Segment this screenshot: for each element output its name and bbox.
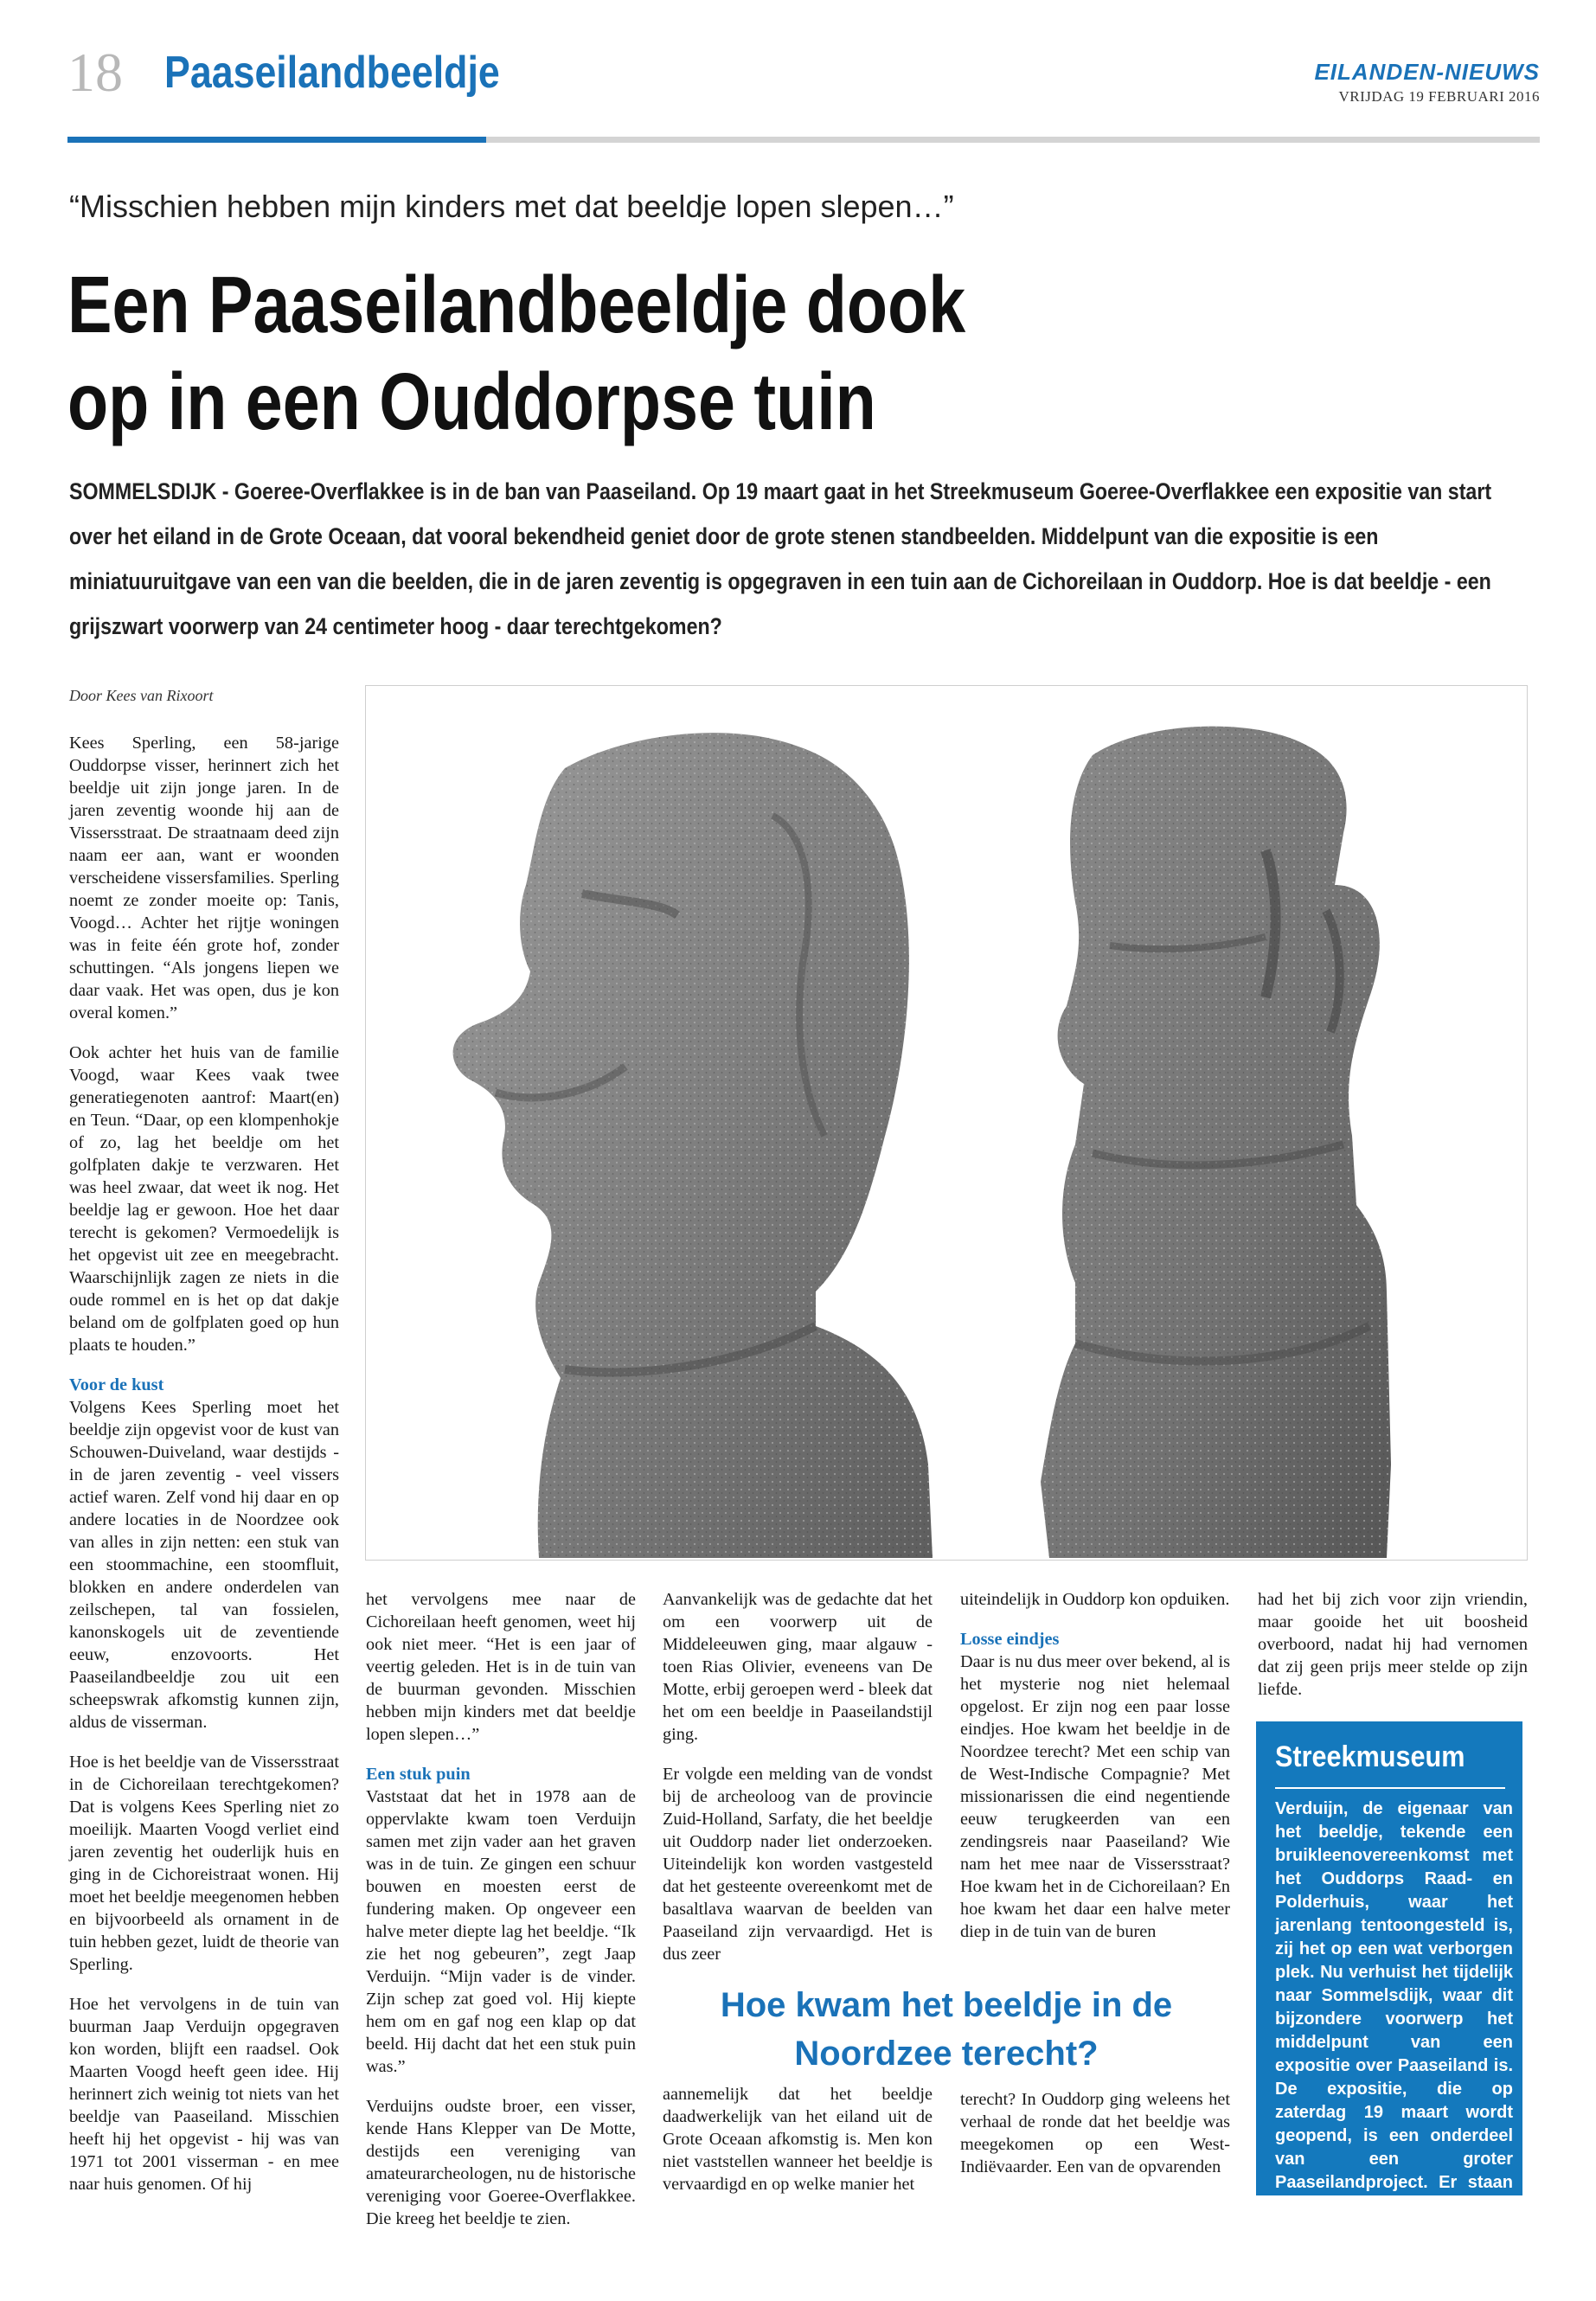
paragraph: aannemelijk dat het beeldje daadwerkelijk van het eiland uit de Grote Oceaan afkomstig is. Men kon niet vaststellen wanneer het beeldje is vervaardigd en op welke manier het — [663, 2085, 933, 2194]
paragraph: Vaststaat dat het in 1978 aan de oppervlakte kwam toen Verduijn samen met zijn vader aan het graven was in de tuin. Ze gingen een schuur bouwen en moesten eerst de fundering maken. Op ongeveer een halve meter diepte lag het beeldje. “Ik zie het nog gebeuren”, zegt Jaap Verduijn. “Mijn vader is de vinder. Zijn schep zat goed vol. Hij kiepte hem om en gaf nog een klap op dat beeld. Hij dacht dat het een stuk puin was.” — [366, 1787, 636, 2076]
paragraph: uiteindelijk in Ouddorp kon opduiken. — [960, 1590, 1230, 1609]
sidebar-text: Verduijn, de eigenaar van het beeldje, tekende een bruikleenovereenkomst met het Ouddorps Raad- en Polderhuis, waar het jarenlang tentoongesteld is, zij het op een wat verborgen plek. Nu verhuist het tijdelijk naar Sommelsdijk, waar dit bijzondere voorwerp het middelpunt van een expositie over Paaseiland is. De expositie, die op zaterdag 19 maart wordt geopend, is een onderdeel van een groter Paaseilandproject. Er staan bijvoorbeeld ook een lezing en creatieve activiteiten op het programma. — [1275, 1799, 1513, 2262]
header-rule — [486, 137, 1540, 143]
column-3-continued — [663, 2083, 933, 2213]
paragraph: Volgens Kees Sperling moet het beeldje zijn opgevist voor de kust van Schouwen-Duiveland, waar destijds - in de jaren zeventig - veel vissers actief waren. Zelf vond hij daar en op andere locaties in de Noordzee ook van alles in zijn netten: een stuk van een stoommachine, een stoomfluit, blokken en andere onderdelen van zeilschepen, tal van fossielen, kanonskogels uit de zeventiende eeuw, enzovoorts. Het Paaseilandbeeldje zou uit een scheepswrak afkomstig kunnen zijn, aldus de visserman. — [69, 1398, 339, 1732]
paragraph: Kees Sperling, een 58-jarige Ouddorpse visser, herinnert zich het beeldje uit zijn jonge jaren. In de jaren zeventig woonde hij aan de Vissersstraat. De straatnaam deed zijn naam eer aan, want er woonden verscheidene vissersfamilies. Sperling noemt ze zonder moeite op: Tanis, Voogd… Achter het rijtje woningen was in feite één grote hof, zonder schuttingen. “Als jongens liepen we daar vaak. Het was open, dus je kon overal komen.” — [69, 734, 339, 1022]
article-headline — [67, 256, 1073, 450]
paragraph: Hoe het vervolgens in de tuin van buurman Jaap Verduijn opgegraven kon worden, blijft een raadsel. Ook Maarten Voogd heeft geen idee. Hij herinnert zich weinig tot niets van het beeldje van Paaseiland. Misschien heeft hij het opgevist - hij was van 1971 tot 2001 visserman - en mee naar huis genomen. Of hij — [69, 1995, 339, 2194]
column-3 — [663, 1588, 933, 1983]
page-number: 18 — [67, 42, 123, 103]
paragraph: had het bij zich voor zijn vriendin, maar gooide het uit boosheid overboord, nadat hij had vernomen dat zij geen prijs meer stelde op zijn liefde. — [1258, 1590, 1528, 1699]
paragraph: terecht? In Ouddorp ging weleens het verhaal de ronde dat het beeldje was meegekomen op een West-Indiëvaarder. Een van de opvarenden — [960, 2090, 1230, 2176]
newspaper-logo: EILANDEN-NIEUWS — [1314, 59, 1540, 85]
column-1 — [69, 732, 339, 2213]
sidebar-divider — [1275, 1787, 1505, 1789]
paragraph: Daar is nu dus meer over bekend, al is het mysterie nog niet helemaal opgelost. Er zijn nog een paar losse eindjes. Hoe kwam het beeldje in de Noordzee terecht? Met een schip van de West-Indische Compagnie? Met missionarissen die eind negentiende eeuw terugkeerden van een zendingsreis naar Paaseiland? Wie nam het mee naar de Vissersstraat? Hoe kwam het in de Cichoreilaan? En hoe kwam het daar een halve meter diep in de tuin van de buren — [960, 1652, 1230, 1941]
subheading-voor-de-kust: Voor de kust — [69, 1375, 164, 1394]
subheading-een-stuk-puin: Een stuk puin — [366, 1765, 471, 1784]
moai-statue-illustration — [366, 686, 1527, 1560]
issue-date: VRIJDAG 19 FEBRUARI 2016 — [1338, 88, 1540, 105]
paragraph: Aanvankelijk was de gedachte dat het om een voorwerp uit de Middeleeuwen ging, maar algauw - toen Rias Olivier, eveneens van De Motte, erbij geroepen werd - bleek dat het om een beeldje in Paaseilandstijl ging. — [663, 1590, 933, 1744]
statue-photo — [365, 685, 1528, 1561]
column-5 — [1258, 1588, 1528, 1718]
header-rule-accent — [67, 137, 486, 143]
sidebar-streekmuseum — [1256, 1721, 1522, 2262]
sidebar-title: Streekmuseum — [1275, 1740, 1465, 1773]
paragraph: Hoe is het beeldje van de Vissersstraat in de Cichoreilaan terechtgekomen? Dat is volgens Kees Sperling niet zo moeilijk. Maarten Voogd verliet eind jaren zeventig het ouderlijk huis en ging in de Cichoreistraat wonen. Hij moet het beeldje meegenomen hebben en bijvoorbeeld als ornament in de tuin hebben gezet, luidt de theorie van Sperling. — [69, 1753, 339, 1974]
paragraph: Er volgde een melding van de vondst bij de archeoloog van de provincie Zuid-Holland, Sarfaty, die het beeldje uit Ouddorp nader liet onderzoeken. Uiteindelijk kon worden vastgesteld dat het gesteente overeenkomt met de basaltlava waarvan de beelden van Paaseiland zijn vervaardigd. Het is dus zeer — [663, 1765, 933, 1964]
pull-quote: Hoe kwam het beeldje in de Noordzee terecht? — [720, 1986, 1173, 2073]
column-4-continued — [960, 2088, 1230, 2195]
headline-line-1: Een Paaseilandbeeldje dook — [67, 260, 966, 349]
paragraph: het vervolgens mee naar de Cichoreilaan heeft genomen, weet hij ook niet meer. “Het is een jaar of veertig geleden. Het is in de tuin van de buurman gevonden. Misschien hebben mijn kinders met dat beeldje lopen slepen…” — [366, 1590, 636, 1744]
section-title: Paaseilandbeeldje — [164, 48, 500, 98]
article-lead: SOMMELSDIJK - Goeree-Overflakkee is in de ban van Paaseiland. Op 19 maart gaat in het Streekmuseum Goeree-Overflakkee een expositie van start over het eiland in de Grote Oceaan, dat vooral bekendheid geniet door de grote stenen standbeelden. Middelpunt van die expositie is een miniatuuruitgave van een van die beelden, die in de jaren zeventig is opgegraven in een tuin aan de Cichoreilaan in Ouddorp. Hoe is dat beeldje - een grijszwart voorwerp van 24 centimeter hoog - daar terechtgekomen? — [69, 478, 1492, 639]
subheading-losse-eindjes: Losse eindjes — [960, 1630, 1060, 1649]
paragraph: Ook achter het huis van de familie Voogd, waar Kees vaak twee generatiegenoten aantrof: Maart(en) en Teun. “Daar, op een klompenhokje of zo, lag het beeldje om het golfplaten dakje te verzwaren. Het was heel zwaar, dat weet ik nog. Het beeldje lag er gewoon. Hoe het daar terecht is gekomen? Vermoedelijk is het opgevist uit zee en meegebracht. Waarschijnlijk zagen ze niets in die oude rommel en is het op dat dakje beland om de golfplaten goed op hun plaats te houden.” — [69, 1043, 339, 1355]
byline: Door Kees van Rixoort — [69, 687, 214, 704]
moai-left — [453, 733, 933, 1558]
paragraph: Verduijns oudste broer, een visser, kende Hans Klepper van De Motte, destijds een vereniging van amateurarcheologen, nu de historische vereniging voor Goeree-Overflakkee. Die kreeg het beeldje te zien. — [366, 2097, 636, 2228]
column-2 — [366, 1588, 636, 2247]
headline-line-2: op in een Ouddorpse tuin — [67, 356, 876, 446]
moai-right — [1041, 727, 1391, 1558]
column-4 — [960, 1588, 1230, 1960]
article-kicker-quote: “Misschien hebben mijn kinders met dat beeldje lopen slepen…” — [69, 189, 954, 224]
